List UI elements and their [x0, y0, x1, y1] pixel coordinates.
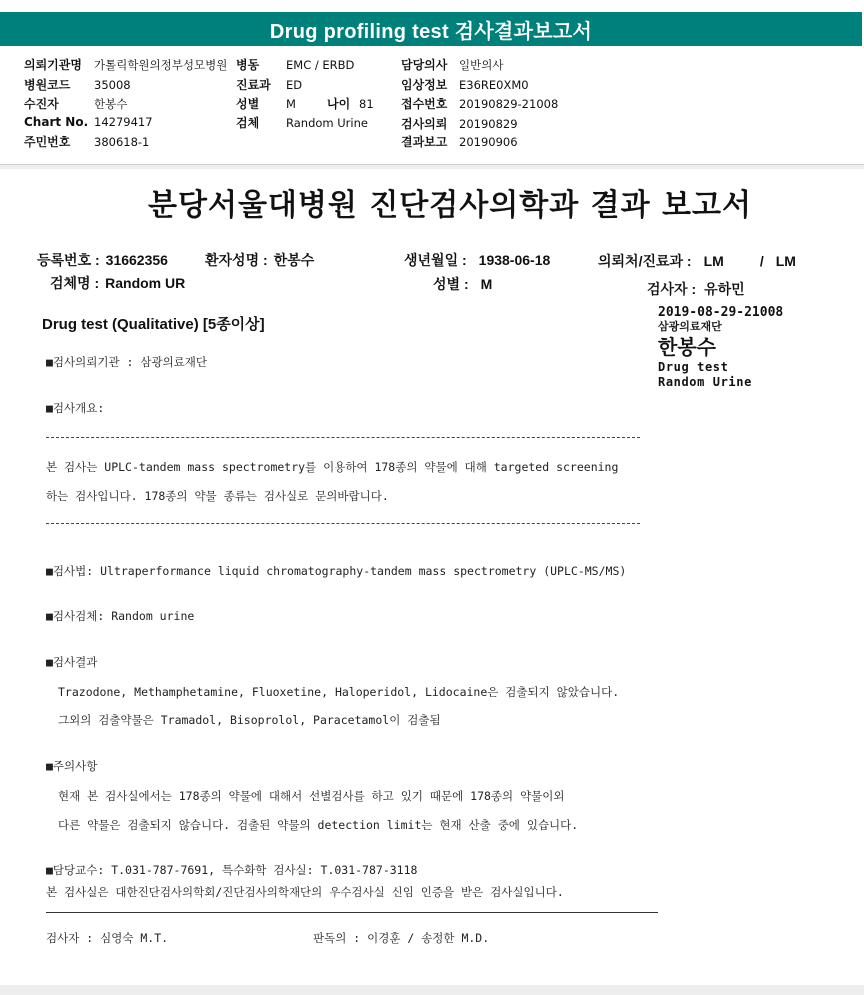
- request-info-panel: [0, 50, 864, 165]
- info-patient: 수진자 한봉수: [24, 97, 128, 111]
- footer-divider: [46, 912, 658, 913]
- info-chart-no: Chart No. 14279417: [24, 115, 153, 129]
- dashed-divider-1: [46, 437, 640, 438]
- specimen-stamp: [658, 305, 783, 390]
- caution-line-1: 현재 본 검사실에서는 178종의 약물에 대해서 선별검사를 하고 있기 때문에 178종의 약물이외: [58, 789, 565, 803]
- overview-line-1: 본 검사는 UPLC-tandem mass spectrometry를 이용하여 178종의 약물에 대해 targeted screening: [46, 460, 619, 474]
- method-line: ■검사법: Ultraperformance liquid chromatography-tandem mass spectrometry (UPLC-MS/MS): [46, 564, 627, 578]
- test-section-title: Drug test (Qualitative) [5종이상]: [42, 316, 265, 333]
- result-line-1: Trazodone, Methamphetamine, Fluoxetine, Haloperidol, Lidocaine은 검출되지 않았습니다.: [58, 685, 620, 699]
- header-title: Drug profiling test 검사결과보고서: [269, 20, 593, 43]
- report-title: 분당서울대병원 진단검사의학과 결과 보고서: [148, 188, 752, 223]
- overview-line-2: 하는 검사입니다. 178종의 약물 종류는 검사실로 문의바랍니다.: [46, 489, 389, 503]
- info-department: 진료과 ED: [236, 78, 303, 92]
- info-request-date: 검사의뢰 20190829: [401, 117, 518, 131]
- patient-name: 환자성명 : 한봉수: [205, 252, 315, 268]
- overview-heading: ■검사개요:: [46, 401, 105, 415]
- contact-line: ■담당교수: T.031-787-7691, 특수화학 검사실: T.031-787-3118: [46, 863, 418, 877]
- specimen-name: 검체명 : Random UR: [50, 275, 186, 291]
- requesting-department: 의뢰처/진료과 : LM / LM: [598, 253, 796, 269]
- divider-strip: [0, 165, 864, 169]
- stamp-org: 삼광의료재단: [658, 320, 722, 333]
- registration-number: 등록번호 : 31662356: [37, 252, 168, 268]
- judge-line: 판독의 : 이경훈 / 송정한 M.D.: [313, 931, 490, 945]
- stamp-specimen: Random Urine: [658, 375, 752, 389]
- stamp-name: 한봉수: [658, 335, 716, 359]
- tester-name: 검사자 : 유하민: [647, 281, 745, 297]
- info-ward: 병동 EMC / ERBD: [236, 58, 355, 72]
- info-clinical: 임상정보 E36RE0XM0: [401, 78, 529, 92]
- patient-sex: 성별 : M: [433, 276, 493, 292]
- result-line-2: 그외의 검출약물은 Tramadol, Bisoprolol, Paracetamol이 검출됨: [58, 713, 441, 727]
- info-doctor: 담당의사 일반의사: [401, 58, 504, 72]
- stamp-id: 2019-08-29-21008: [658, 305, 784, 320]
- report-header-bar: [0, 12, 862, 46]
- info-receipt-no: 접수번호 20190829-21008: [401, 97, 559, 111]
- info-age: 나이 81: [327, 97, 374, 111]
- result-heading: ■검사결과: [46, 655, 98, 669]
- stamp-test: Drug test: [658, 360, 729, 374]
- examiner-line: 검사자 : 심영숙 M.T.: [46, 931, 169, 945]
- specimen-line: ■검사검체: Random urine: [46, 609, 195, 623]
- info-sex: 성별 M: [236, 97, 296, 111]
- info-report-date: 결과보고 20190906: [401, 135, 518, 149]
- certification-line: 본 검사실은 대한진단검사의학회/진단검사의학재단의 우수검사실 신임 인증을 받은 검사실입니다.: [46, 885, 564, 899]
- dashed-divider-2: [46, 523, 640, 524]
- info-specimen: 검체 Random Urine: [236, 116, 368, 130]
- info-resident-no: 주민번호 380618-1: [24, 135, 150, 149]
- caution-line-2: 다른 약물은 검출되지 않습니다. 검출된 약물의 detection limit는 현재 산출 중에 있습니다.: [58, 818, 579, 832]
- info-hospital-code: 병원코드 35008: [24, 78, 131, 92]
- caution-heading: ■주의사항: [46, 759, 98, 773]
- birth-date: 생년월일 : 1938-06-18: [404, 252, 551, 268]
- bottom-strip: [0, 985, 864, 995]
- info-hospital: 의뢰기관명 가톨릭학원의정부성모병원: [24, 58, 228, 72]
- agency-line: ■검사의뢰기관 : 삼광의료재단: [46, 355, 208, 369]
